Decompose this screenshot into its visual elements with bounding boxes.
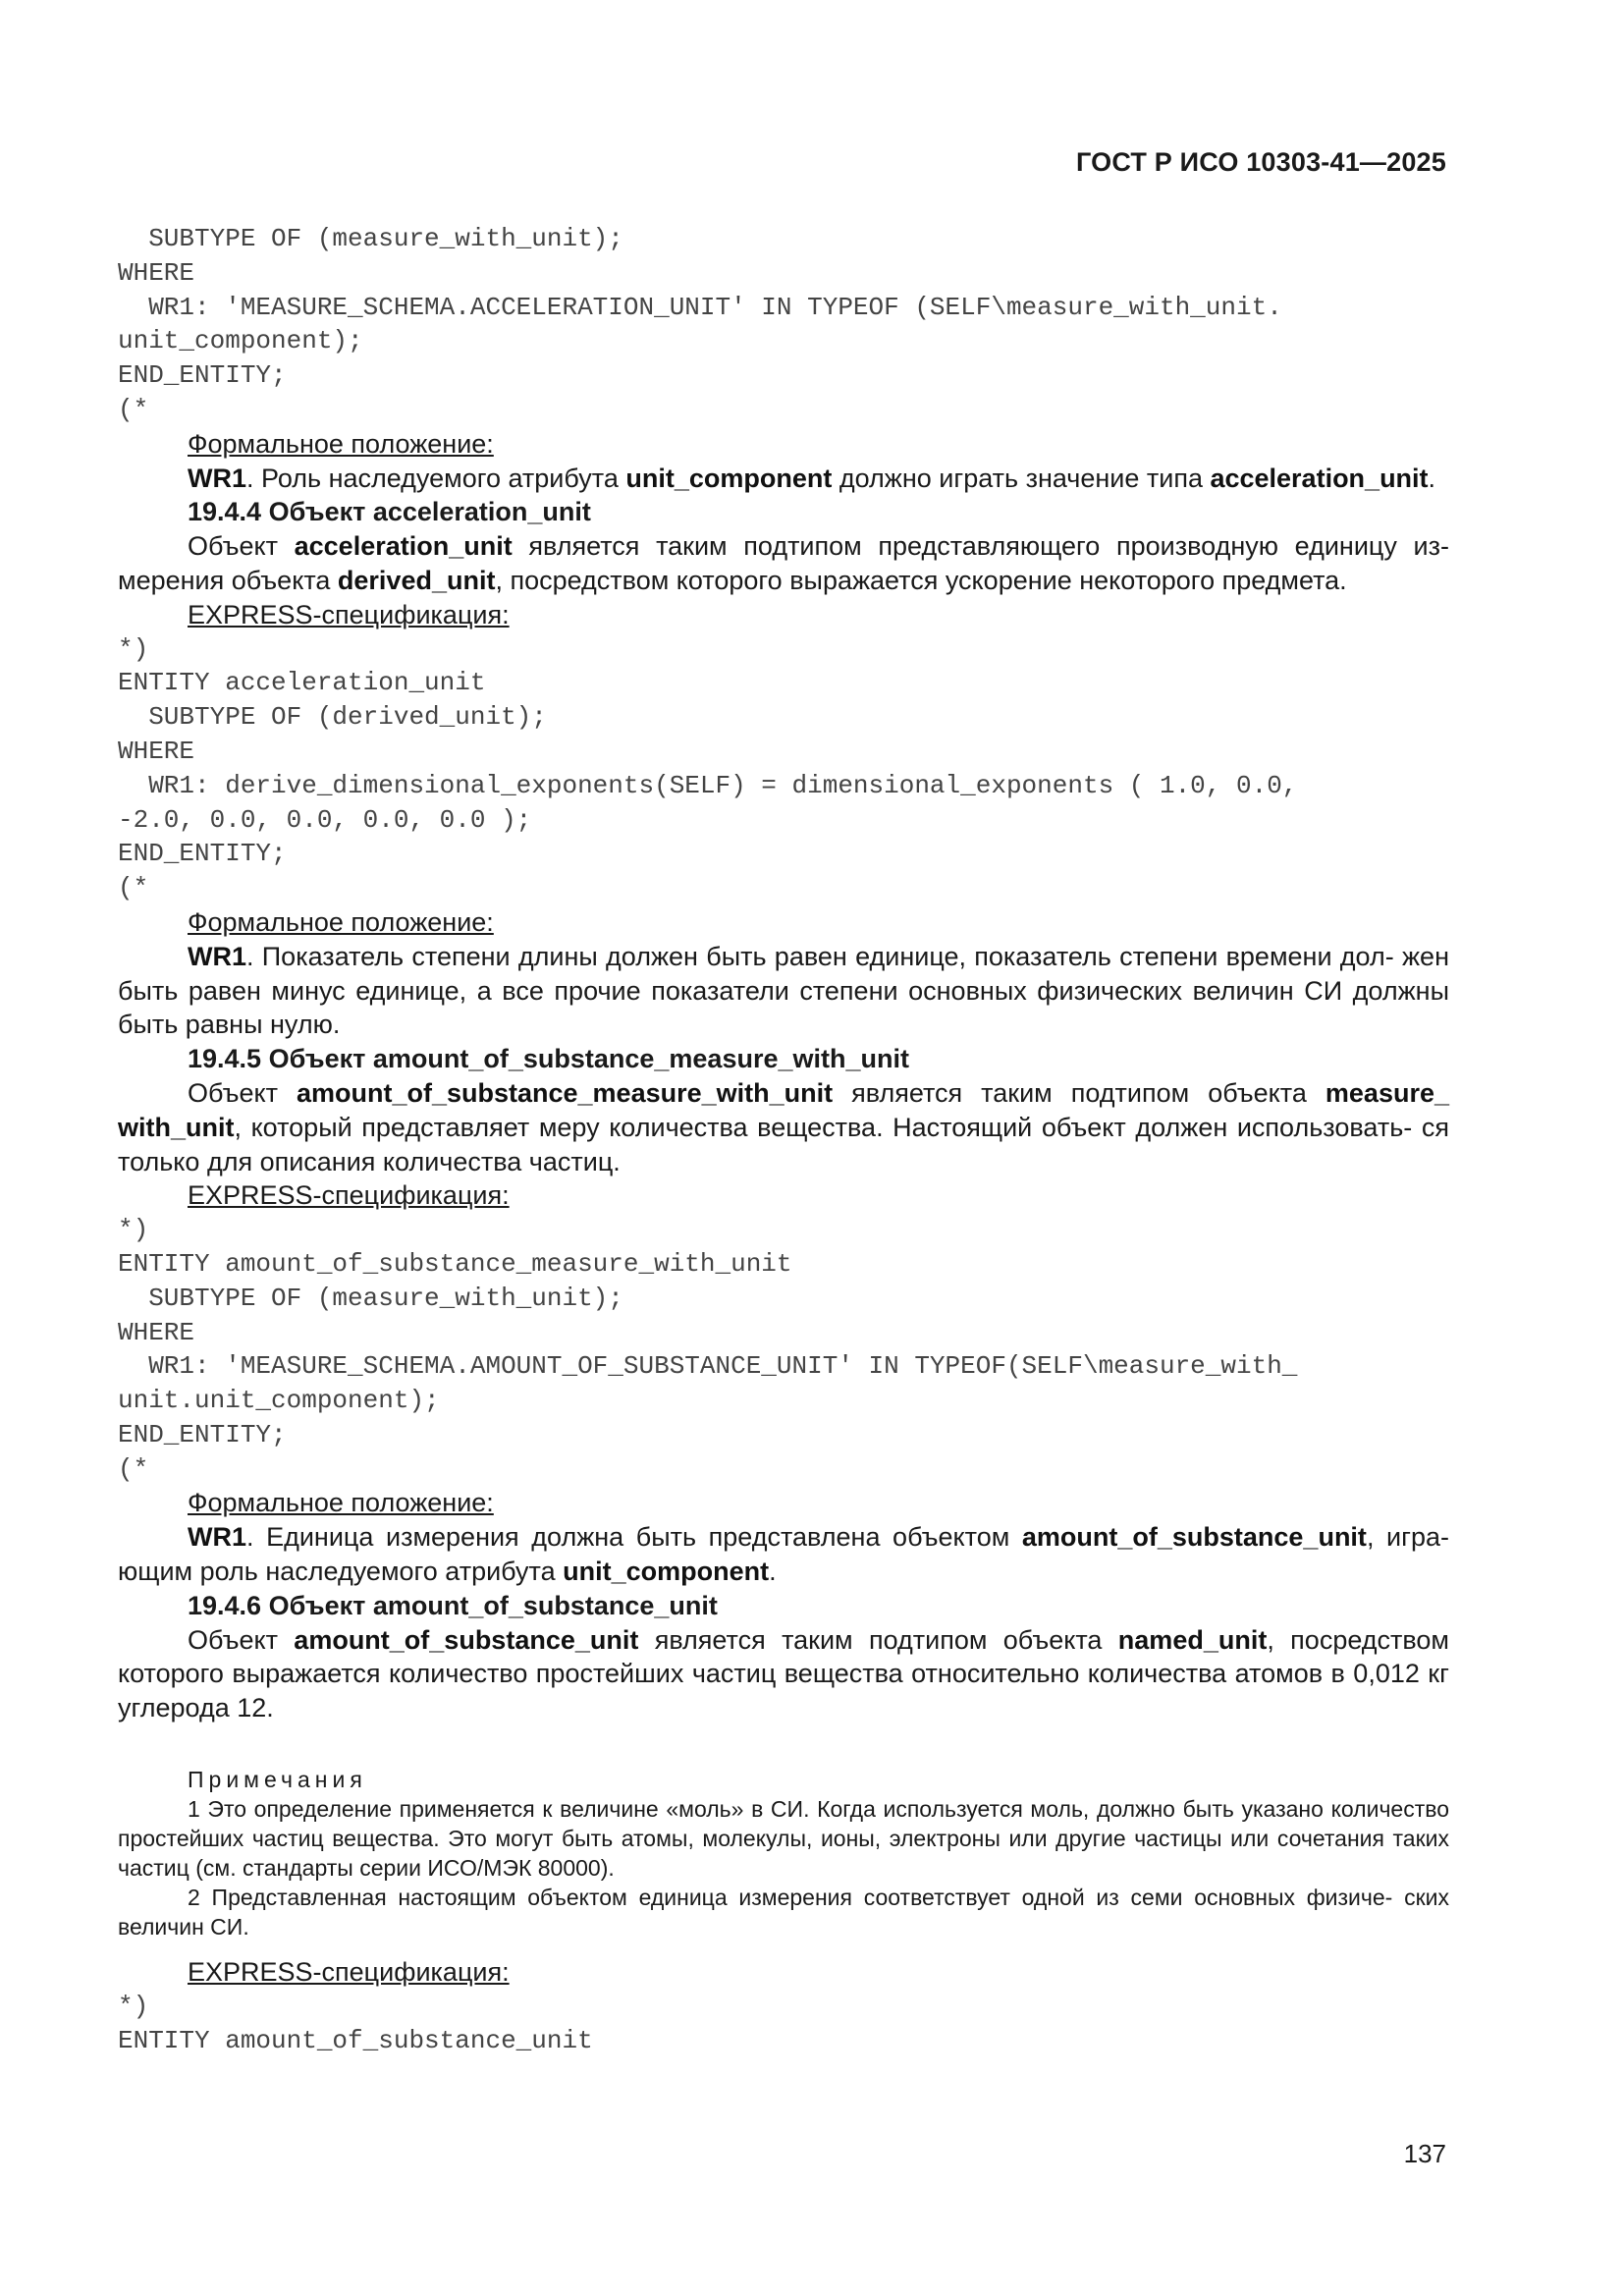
code-line: WHERE <box>118 736 195 766</box>
code-block-1 <box>118 222 1449 427</box>
code-block-4 <box>118 1990 1449 2058</box>
section-heading-19-4-4: 19.4.4 Объект acceleration_unit <box>188 497 591 527</box>
express-spec-label: EXPRESS-спецификация: <box>188 1957 510 1988</box>
code-line: SUBTYPE OF (derived_unit); <box>118 702 547 733</box>
code-line: WR1: 'MEASURE_SCHEMA.ACCELERATION_UNIT' IN TYPEOF (SELF\measure_with_unit. <box>118 292 1282 322</box>
code-line: SUBTYPE OF (measure_with_unit); <box>118 1283 623 1313</box>
code-line: (* <box>118 873 149 903</box>
code-line: END_ENTITY; <box>118 839 287 869</box>
code-line: SUBTYPE OF (measure_with_unit); <box>118 224 623 253</box>
formal-provision-label: Формальное положение: <box>188 906 494 937</box>
page-number: 137 <box>1403 2139 1446 2168</box>
code-line: unit.unit_component); <box>118 1386 440 1416</box>
code-line: ENTITY amount_of_substance_unit <box>118 2025 593 2055</box>
code-block-3 <box>118 1213 1449 1486</box>
code-line: WHERE <box>118 1317 195 1347</box>
code-line: ENTITY amount_of_substance_measure_with_unit <box>118 1248 792 1279</box>
code-line: *) <box>118 1991 149 2021</box>
wr1-paragraph-1: WR1. Роль наследуемого атрибута unit_component должно играть значение типа acceleration_unit. <box>188 463 1436 493</box>
document-header: ГОСТ Р ИСО 10303-41—2025 <box>1076 147 1446 177</box>
wr1-paragraph-2: WR1. Показатель степени длины должен быть равен единице, показатель степени времени дол- жен быть равен минус единице, а все прочие показатели степени основных физических величин СИ должны быть равны нулю. <box>118 941 1449 1040</box>
section-paragraph-19-4-6: Объект amount_of_substance_unit является таким подтипом объекта named_unit, посредством которого выражается количество простейших частиц вещества относительно количества атомов в 0,012 кг углерода 12. <box>118 1624 1449 1723</box>
code-line: (* <box>118 1453 149 1484</box>
code-line: WHERE <box>118 257 195 288</box>
express-spec-label: EXPRESS-спецификация: <box>188 599 510 629</box>
code-line: ENTITY acceleration_unit <box>118 668 486 698</box>
section-heading-19-4-6: 19.4.6 Объект amount_of_substance_unit <box>188 1590 718 1620</box>
wr1-paragraph-3: WR1. Единица измерения должна быть представлена объектом amount_of_substance_unit, игра- ющим роль наследуемого атрибута unit_component. <box>118 1522 1449 1587</box>
code-line: *) <box>118 1215 149 1245</box>
code-line: *) <box>118 633 149 664</box>
notes-title: Примечания <box>188 1767 367 1793</box>
code-line: END_ENTITY; <box>118 1419 287 1449</box>
note-1: 1 Это определение применяется к величине «моль» в СИ. Когда используется моль, должно быть указано количество простейших частиц вещества. Это могут быть атомы, молекулы, ионы, электроны или другие частицы или сочетания таких частиц (см. стандарты серии ИСО/МЭК 80000). <box>118 1796 1450 1882</box>
section-paragraph-19-4-5: Объект amount_of_substance_measure_with_unit является таким подтипом объекта measure_ with_unit, который представляет меру количества вещества. Настоящий объект должен использовать- ся только для описания количества частиц. <box>118 1077 1449 1176</box>
code-line: WR1: 'MEASURE_SCHEMA.AMOUNT_OF_SUBSTANCE_UNIT' IN TYPEOF(SELF\measure_with_ <box>118 1351 1298 1382</box>
code-line: -2.0, 0.0, 0.0, 0.0, 0.0 ); <box>118 804 532 835</box>
formal-provision-label: Формальное положение: <box>188 1488 494 1518</box>
code-line: (* <box>118 394 149 424</box>
code-line: END_ENTITY; <box>118 360 287 391</box>
note-2: 2 Представленная настоящим объектом единица измерения соответствует одной из семи основных физиче- ских величин СИ. <box>118 1885 1450 1941</box>
section-paragraph-19-4-4: Объект acceleration_unit является таким подтипом представляющего производную единицу из- мерения объекта derived_unit, посредством которого выражается ускорение некоторого предмета. <box>118 531 1449 595</box>
formal-provision-label: Формальное положение: <box>188 428 494 459</box>
express-spec-label: EXPRESS-спецификация: <box>188 1180 510 1211</box>
code-line: WR1: derive_dimensional_exponents(SELF) = dimensional_exponents ( 1.0, 0.0, <box>118 770 1298 800</box>
page-content <box>118 222 1449 2057</box>
section-heading-19-4-5: 19.4.5 Объект amount_of_substance_measure_with_unit <box>188 1044 909 1074</box>
code-block-2 <box>118 632 1449 905</box>
code-line: unit_component); <box>118 326 363 356</box>
